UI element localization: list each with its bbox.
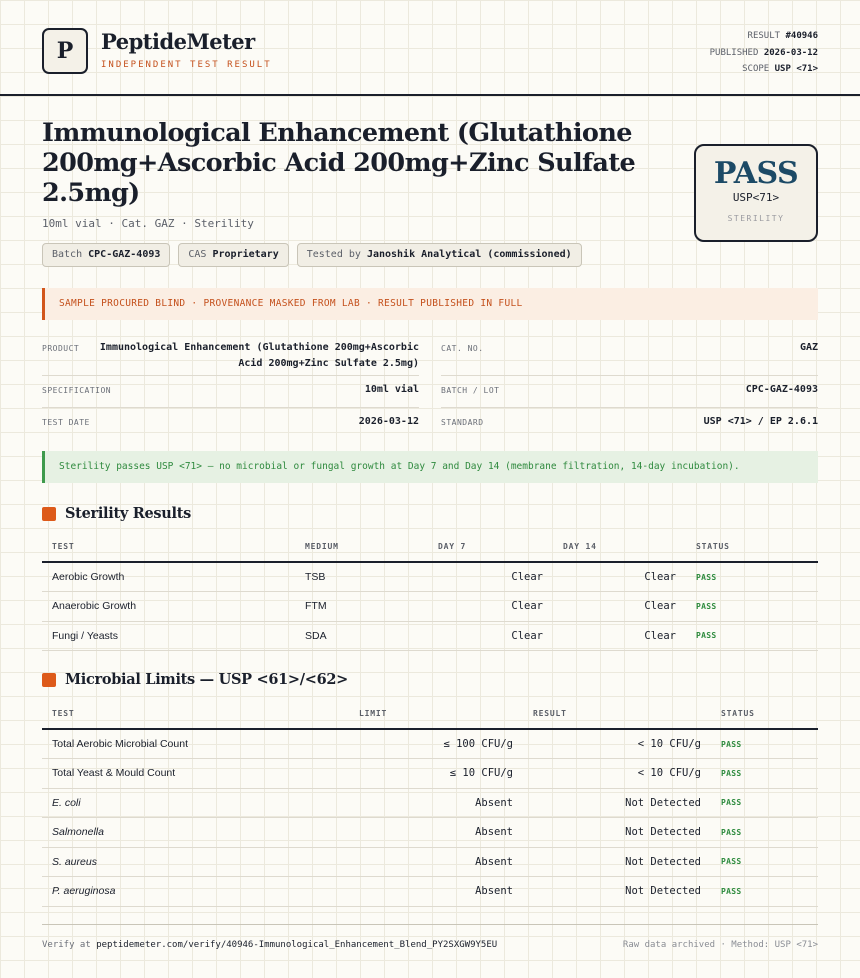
brand-tagline: INDEPENDENT TEST RESULT (101, 60, 272, 70)
test-name (42, 788, 349, 818)
table-header-row (42, 532, 818, 562)
status-badge: PASS (686, 592, 818, 622)
limit: Absent (349, 847, 523, 877)
test-name: Fungi / Yeasts (42, 621, 295, 651)
test-name: Total Yeast & Mould Count (42, 759, 349, 789)
details-right (441, 334, 818, 438)
organism-name: E. coli (52, 796, 81, 809)
detail-value: 10ml vial (364, 384, 419, 395)
limit: ≤ 100 CFU/g (349, 729, 523, 759)
table-row (42, 818, 818, 848)
table-row (42, 729, 818, 759)
lab-chip (297, 243, 582, 267)
organism-name: P. aeruginosa (52, 885, 116, 898)
detail-label: TEST DATE (42, 418, 90, 427)
detail-row-cat-no (441, 334, 818, 376)
chip-value: Proprietary (212, 249, 279, 260)
detail-row-product (42, 334, 419, 376)
table-row (42, 759, 818, 789)
test-name (42, 847, 349, 877)
verdict-type: STERILITY (727, 214, 785, 223)
result-id-row (710, 28, 818, 45)
page-header (0, 0, 860, 96)
section-title-text: Sterility Results (65, 505, 191, 522)
status-badge: PASS (711, 818, 818, 848)
column-header: STATUS (711, 699, 818, 729)
status-badge: PASS (711, 729, 818, 759)
detail-value: 2026-03-12 (358, 416, 419, 427)
sterility-table (42, 532, 818, 651)
day14-result: Clear (553, 562, 686, 592)
status-badge: PASS (711, 788, 818, 818)
table-row (42, 562, 818, 592)
footer-method-note: Raw data archived · Method: USP <71> (622, 940, 818, 950)
test-name: Aerobic Growth (42, 562, 295, 592)
result: Not Detected (523, 818, 711, 848)
organism-name: S. aureus (52, 855, 97, 868)
chip-label: CAS (188, 249, 207, 260)
status-badge: PASS (686, 562, 818, 592)
result-meta (710, 28, 818, 78)
details-left (42, 334, 419, 438)
organism-name: Salmonella (52, 826, 104, 839)
detail-label: CAT. NO. (441, 344, 484, 353)
test-name: Anaerobic Growth (42, 592, 295, 622)
result: < 10 CFU/g (523, 759, 711, 789)
result: Not Detected (523, 877, 711, 907)
result-id: #40946 (785, 31, 818, 41)
chip-label: Tested by (306, 249, 361, 260)
status-badge: PASS (711, 877, 818, 907)
test-name (42, 877, 349, 907)
detail-value: GAZ (799, 342, 818, 353)
status-badge: PASS (711, 759, 818, 789)
section-marker-icon (42, 673, 56, 687)
published-row (710, 45, 818, 62)
test-name (42, 818, 349, 848)
detail-row-batch (441, 376, 818, 408)
verify-label: Verify at (42, 940, 91, 950)
day7-result: Clear (428, 592, 553, 622)
result: Not Detected (523, 788, 711, 818)
column-header: MEDIUM (295, 532, 428, 562)
batch-chip (42, 243, 170, 267)
sterility-summary-notice: Sterility passes USP <71> — no microbial or fungal growth at Day 7 and Day 14 (membrane filtration, 14-day incubation). (42, 451, 818, 483)
detail-row-standard (441, 408, 818, 438)
column-header: RESULT (523, 699, 711, 729)
day14-result: Clear (553, 621, 686, 651)
column-header: DAY 7 (428, 532, 553, 562)
published-date: 2026-03-12 (763, 47, 818, 58)
chip-row (42, 243, 582, 267)
sterility-section-title (42, 505, 191, 522)
cas-chip (178, 243, 288, 267)
result: < 10 CFU/g (523, 729, 711, 759)
blind-procurement-notice: SAMPLE PROCURED BLIND · PROVENANCE MASKED FROM LAB · RESULT PUBLISHED IN FULL (42, 288, 818, 320)
limit: Absent (349, 818, 523, 848)
verify-link[interactable]: peptidemeter.com/verify/40946-Immunological_Enhancement_Blend_PY2SXGW9Y5EU (96, 940, 498, 950)
column-header: LIMIT (349, 699, 523, 729)
limit: ≤ 10 CFU/g (349, 759, 523, 789)
detail-value: USP <71> / EP 2.6.1 (703, 416, 818, 427)
medium: FTM (295, 592, 428, 622)
table-row (42, 788, 818, 818)
detail-label: STANDARD (441, 418, 484, 427)
status-badge: PASS (686, 621, 818, 651)
medium: TSB (295, 562, 428, 592)
published-label: PUBLISHED (709, 47, 759, 58)
detail-row-test-date (42, 408, 419, 438)
limit: Absent (349, 877, 523, 907)
microbial-section-title (42, 671, 348, 688)
limit: Absent (349, 788, 523, 818)
detail-value: Immunological Enhancement (Glutathione 200mg+Ascorbic Acid 200mg+Zinc Sulfate 2.5mg) (99, 342, 419, 369)
day7-result: Clear (428, 562, 553, 592)
medium: SDA (295, 621, 428, 651)
test-name: Total Aerobic Microbial Count (42, 729, 349, 759)
product-title: Immunological Enhancement (Glutathione 200mg+Ascorbic Acid 200mg+Zinc Sulfate 2.5mg) (42, 118, 636, 208)
status-badge: PASS (711, 847, 818, 877)
brand-logo[interactable]: P (42, 28, 88, 74)
section-marker-icon (42, 507, 56, 521)
detail-label: PRODUCT (42, 344, 80, 353)
verdict-badge (694, 144, 818, 242)
column-header: STATUS (686, 532, 818, 562)
chip-value: Janoshik Analytical (commissioned) (366, 249, 572, 260)
detail-label: BATCH / LOT (441, 386, 500, 395)
verify-text (42, 940, 497, 950)
footer-divider (42, 924, 818, 925)
result-id-label: RESULT (747, 31, 781, 41)
table-row (42, 847, 818, 877)
detail-row-specification (42, 376, 419, 408)
day14-result: Clear (553, 592, 686, 622)
chip-label: Batch (52, 249, 83, 260)
brand-name[interactable]: PeptideMeter (101, 29, 255, 54)
scope-row (710, 61, 818, 78)
product-subtitle: 10ml vial · Cat. GAZ · Sterility (42, 217, 254, 230)
column-header: TEST (42, 699, 349, 729)
detail-value: CPC-GAZ-4093 (745, 384, 818, 395)
section-title-text: Microbial Limits — USP <61>/<62> (65, 671, 349, 688)
column-header: TEST (42, 532, 295, 562)
table-row (42, 621, 818, 651)
column-header: DAY 14 (553, 532, 686, 562)
scope-value: USP <71> (774, 64, 818, 74)
table-row (42, 877, 818, 907)
result: Not Detected (523, 847, 711, 877)
day7-result: Clear (428, 621, 553, 651)
chip-value: CPC-GAZ-4093 (88, 249, 161, 260)
scope-label: SCOPE (742, 64, 770, 74)
table-header-row (42, 699, 818, 729)
verdict-standard: USP<71> (732, 191, 780, 204)
detail-label: SPECIFICATION (42, 386, 112, 395)
verdict-word: PASS (713, 156, 799, 191)
table-row (42, 592, 818, 622)
microbial-table (42, 699, 818, 907)
